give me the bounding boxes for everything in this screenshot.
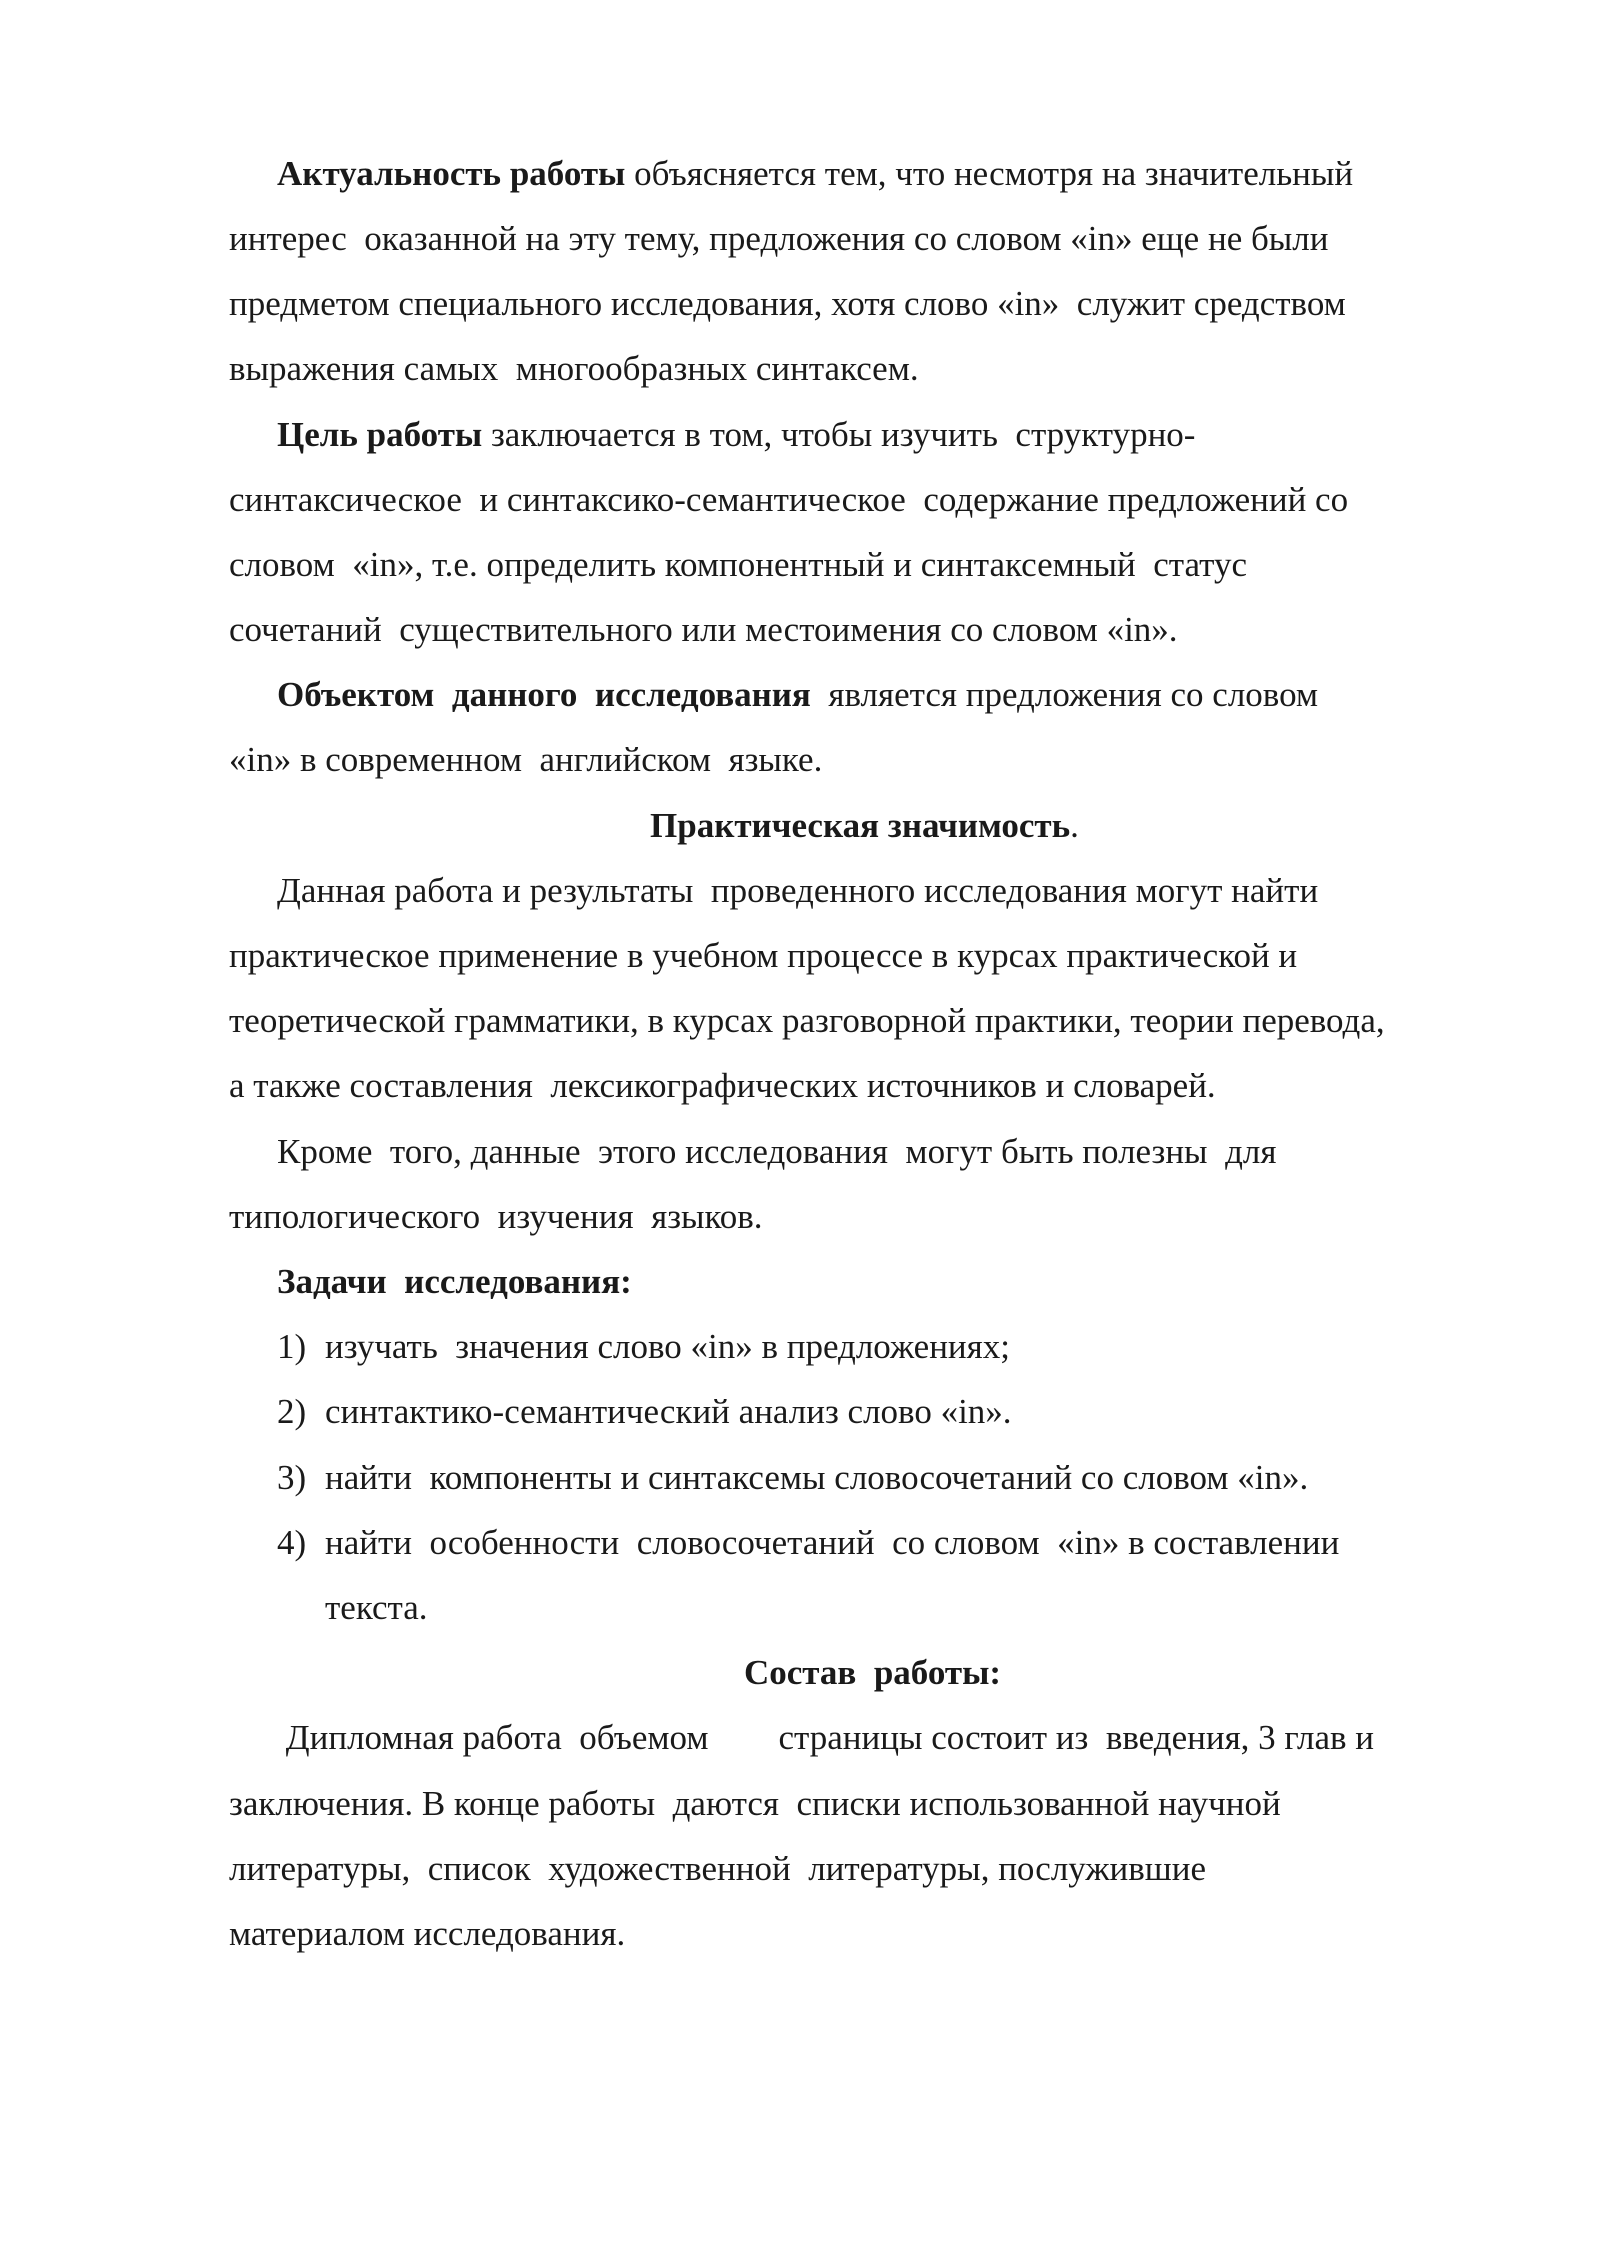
relevance-paragraph-line-2: интерес оказанной на эту тему, предложения со словом «in» еще не были [229, 219, 1329, 258]
task-item-4: 4) найти особенности словосочетаний со словом «in» в составлении [277, 1523, 1340, 1562]
practical-paragraph-line-2: практическое применение в учебном процессе в курсах практической и [229, 936, 1298, 975]
object-paragraph-line-2: «in» в современном английском языке. [229, 740, 823, 779]
object-lead: Объектом данного исследования [277, 675, 811, 714]
relevance-lead: Актуальность работы [277, 154, 626, 193]
practical-heading: Практическая значимость. [650, 806, 1079, 845]
composition-paragraph-line-2: заключения. В конце работы даются списки использованной научной [229, 1784, 1281, 1823]
practical-paragraph-line-4: а также составления лексикографических источников и словарей. [229, 1066, 1216, 1105]
relevance-paragraph-line-3: предметом специального исследования, хотя слово «in» служит средством [229, 284, 1346, 323]
practical-paragraph-line-1: Данная работа и результаты проведенного исследования могут найти [277, 871, 1319, 910]
composition-paragraph-line-3: литературы, список художественной литературы, послужившие [229, 1849, 1206, 1888]
tasks-heading: Задачи исследования: [277, 1262, 632, 1301]
composition-paragraph-line-4: материалом исследования. [229, 1914, 626, 1953]
composition-paragraph-line-1: Дипломная работа объемом страницы состоит из введения, 3 глав и [277, 1718, 1374, 1757]
goal-paragraph-line-2: синтаксическое и синтаксико-семантическое содержание предложений со [229, 480, 1349, 519]
goal-lead: Цель работы [277, 415, 483, 454]
task-item-1: 1) изучать значения слово «in» в предложениях; [277, 1327, 1010, 1366]
practical-paragraph-line-3: теоретической грамматики, в курсах разговорной практики, теории перевода, [229, 1001, 1385, 1040]
goal-paragraph-line-1: Цель работы заключается в том, чтобы изучить структурно- [277, 415, 1196, 454]
composition-heading: Состав работы: [744, 1653, 1002, 1692]
additional-paragraph-line-1: Кроме того, данные этого исследования могут быть полезны для [277, 1132, 1277, 1171]
relevance-paragraph-line-4: выражения самых многообразных синтаксем. [229, 349, 919, 388]
additional-paragraph-line-2: типологического изучения языков. [229, 1197, 763, 1236]
task-item-4-continuation: текста. [325, 1588, 428, 1627]
goal-paragraph-line-3: словом «in», т.е. определить компонентный и синтаксемный статус [229, 545, 1247, 584]
object-paragraph-line-1: Объектом данного исследования является предложения со словом [277, 675, 1319, 714]
goal-paragraph-line-4: сочетаний существительного или местоимения со словом «in». [229, 610, 1178, 649]
task-item-3: 3) найти компоненты и синтаксемы словосочетаний со словом «in». [277, 1458, 1309, 1497]
task-item-2: 2) синтактико-семантический анализ слово «in». [277, 1392, 1012, 1431]
relevance-paragraph-line-1: Актуальность работы объясняется тем, что несмотря на значительный [277, 154, 1354, 193]
